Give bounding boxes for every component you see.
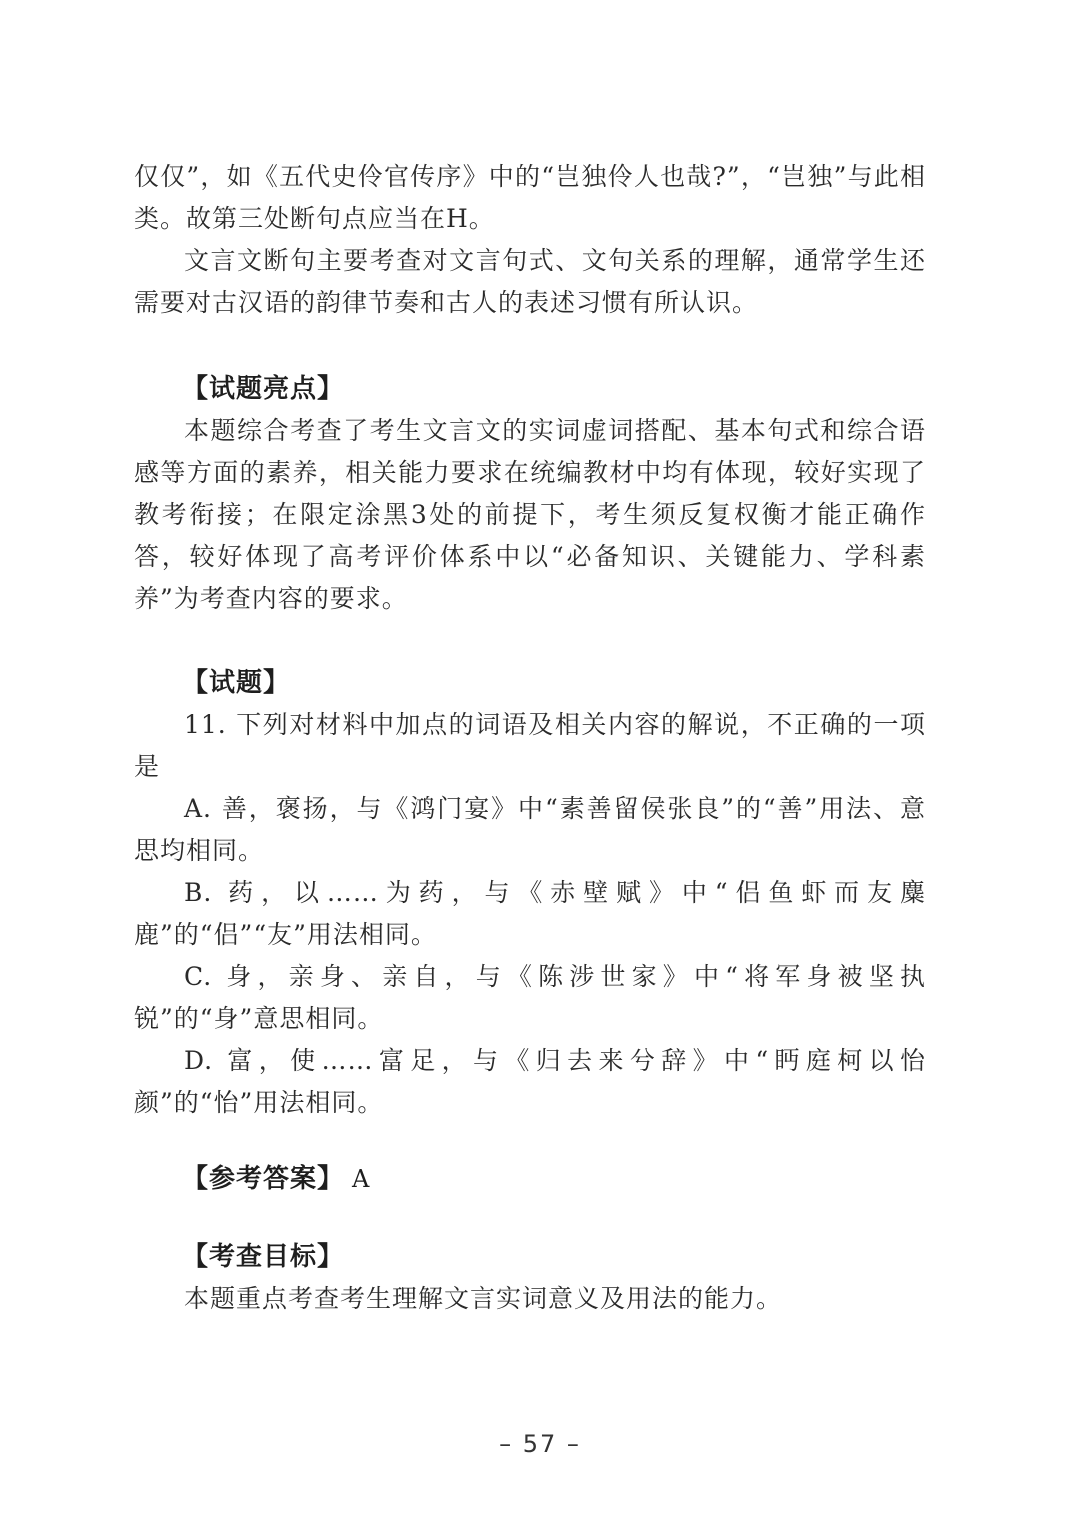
option-a: A. 善，褒扬，与《鸿门宴》中“素善留侯张良”的“善”用法、意思均相同。 (134, 794, 926, 865)
paragraph-sentence-analysis: 文言文断句主要考查对文言句式、文句关系的理解，通常学生还需要对古汉语的韵律节奏和古人的表述习惯有所认识。 (134, 246, 926, 317)
page-number: – 57 – (499, 1430, 581, 1458)
heading-highlight: 【试题亮点】 (182, 374, 345, 404)
heading-question: 【试题】 (182, 668, 291, 698)
page-body (134, 156, 926, 1320)
option-c: C. 身，亲身、亲自，与《陈涉世家》中“将军身被坚执锐”的“身”意思相同。 (134, 962, 926, 1033)
option-d: D. 富，使……富足，与《归去来兮辞》中“眄庭柯以怡颜”的“怡”用法相同。 (134, 1046, 926, 1117)
paragraph-highlight: 本题综合考查了考生文言文的实词虚词搭配、基本句式和综合语感等方面的素养，相关能力要求在统编教材中均有体现，较好实现了教考衔接；在限定涂黑3处的前提下，考生须反复权衡才能正确作答，较好体现了高考评价体系中以“必备知识、关键能力、学科素养”为考查内容的要求。 (134, 416, 926, 613)
answer-label: 【参考答案】 (182, 1164, 345, 1194)
paragraph-objective: 本题重点考查考生理解文言实词意义及用法的能力。 (184, 1284, 783, 1313)
answer-value: A (352, 1165, 371, 1193)
option-b: B. 药，以……为药，与《赤壁赋》中“侣鱼虾而友麋鹿”的“侣”“友”用法相同。 (134, 878, 926, 949)
heading-answer (134, 1158, 926, 1200)
question-stem: 11. 下列对材料中加点的词语及相关内容的解说，不正确的一项是 (134, 710, 926, 781)
paragraph-continuation: 仅仅”，如《五代史伶官传序》中的“岂独伶人也哉?”，“岂独”与此相类。故第三处断句点应当在H。 (134, 162, 926, 233)
heading-objective: 【考查目标】 (182, 1242, 345, 1272)
